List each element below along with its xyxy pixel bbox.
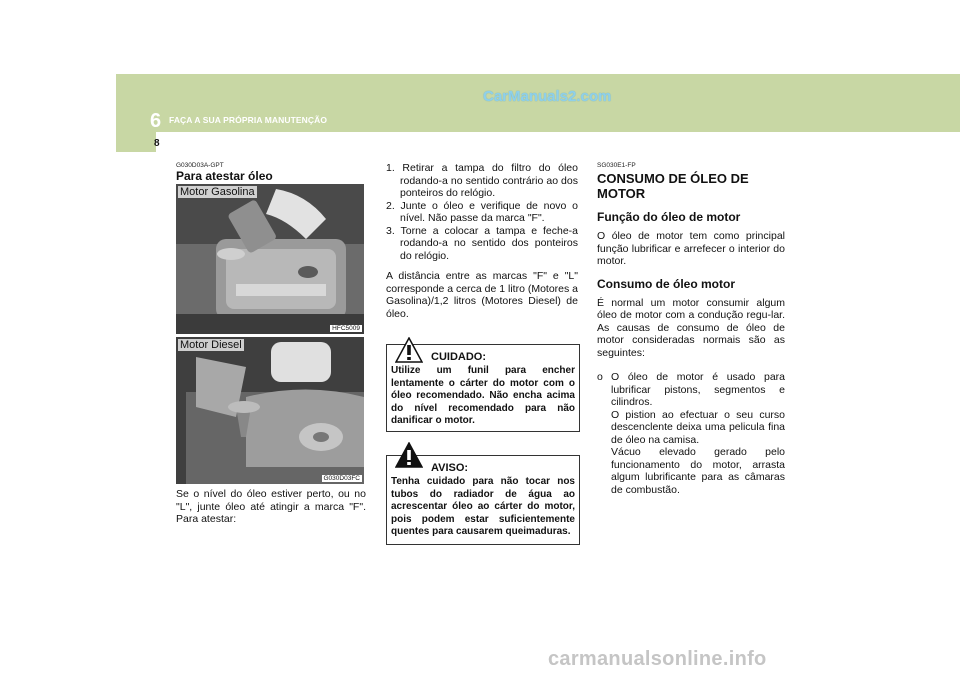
column-left bbox=[176, 162, 364, 183]
warning-title: AVISO: bbox=[431, 462, 469, 474]
column-right bbox=[597, 162, 785, 496]
photo-code-gasoline: HFC5009 bbox=[332, 325, 360, 332]
bullet-mark: o bbox=[597, 371, 603, 383]
step-item: 2. Junte o óleo e verifique de novo o nível. Não passe da marca "F". bbox=[386, 199, 578, 224]
bullet-text-lubricate: O óleo de motor é usado para lubrificar pistons, segmentos e cilindros. bbox=[611, 371, 785, 408]
danger-triangle-icon bbox=[395, 442, 423, 468]
oil-level-text: Se o nível do óleo estiver perto, ou no "L", junte óleo até atingir a marca "F". Para atestar: bbox=[176, 488, 366, 525]
function-text: O óleo de motor tem como principal função lubrificar e arrefecer o interior do motor. bbox=[597, 230, 785, 267]
consumption-subtitle: Consumo de óleo motor bbox=[597, 276, 735, 291]
consumption-title: CONSUMO DE ÓLEO DE MOTOR bbox=[597, 171, 749, 201]
diesel-engine-illustration bbox=[176, 337, 364, 484]
photo-label-gasoline: Motor Gasolina bbox=[180, 186, 255, 198]
chapter-title: FAÇA A SUA PRÓPRIA MANUTENÇÃO bbox=[169, 115, 328, 125]
function-subtitle: Função do óleo de motor bbox=[597, 210, 741, 224]
step-item: 3. Torne a colocar a tampa e feche-a rodando-a no sentido dos ponteiros do relógio. bbox=[386, 224, 578, 262]
caution-title: CUIDADO: bbox=[431, 351, 486, 363]
warning-triangle-icon bbox=[395, 337, 423, 363]
photo-code-diesel: G030D03FC bbox=[323, 475, 360, 482]
step-item: 1. Retirar a tampa do filtro do óleo rodando-a no sentido contrário ao dos ponteiros do relógio. bbox=[386, 162, 578, 199]
page-number: 8 bbox=[154, 138, 160, 149]
section-code: SG030E1-FP bbox=[597, 162, 636, 169]
footer-watermark-link[interactable]: carmanualsonline.info bbox=[548, 648, 767, 670]
chapter-number: 6 bbox=[150, 110, 162, 132]
section-heading: Para atestar óleo bbox=[176, 169, 273, 183]
gasoline-engine-illustration bbox=[176, 184, 364, 334]
distance-text: A distância entre as marcas "F" e "L" corresponde a cerca de 1 litro (Motores a Gasolina)/1,2 litros (Motores Diesel) de óleo. bbox=[386, 270, 579, 320]
refill-steps-list bbox=[386, 162, 578, 262]
section-code: G030D03A-GPT bbox=[176, 162, 224, 169]
warning-box bbox=[386, 455, 580, 545]
photo-diesel-engine bbox=[176, 337, 364, 484]
caution-body: Utilize um funil para encher lentamente o cárter do motor com o óleo recomendado. Não encha acima do nível recomendado para não danificar o motor. bbox=[391, 365, 575, 426]
photo-label-diesel: Motor Diesel bbox=[180, 339, 242, 351]
column-middle bbox=[386, 162, 578, 320]
bullet-text-piston: O pistion ao efectuar o seu curso descenclente deixa uma pelicula fina de óleo na camisa. bbox=[611, 408, 785, 446]
site-watermark-link[interactable]: CarManuals2.com bbox=[483, 88, 612, 105]
photo-gasoline-engine bbox=[176, 184, 364, 334]
warning-body: Tenha cuidado para não tocar nos tubos do radiador de água ao acrescentar óleo ao cárter do motor, pois podem estar suficientemente quentes para causarem queimaduras. bbox=[391, 476, 575, 537]
consumption-text: É normal um motor consumir algum óleo de motor com a condução regu-lar. As causas de consumo de óleo de motor consideradas normais são as seguintes: bbox=[597, 296, 785, 359]
header-tab bbox=[116, 132, 156, 152]
caution-box bbox=[386, 344, 580, 432]
consumption-bullet bbox=[597, 371, 785, 496]
bullet-text-vacuum: Vácuo elevado gerado pelo funcionamento do motor, arrasta algum lubrificante para as câmaras de combustão. bbox=[611, 446, 785, 496]
